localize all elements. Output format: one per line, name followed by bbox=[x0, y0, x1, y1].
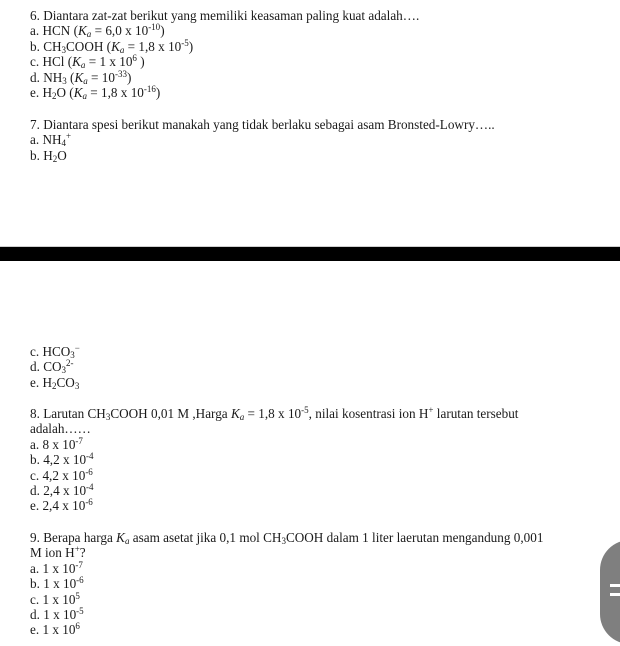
question-8-option-d[interactable]: d. 2,4 x $10^{-4}$ bbox=[30, 481, 94, 498]
question-9-stem-line2: M ion H+? bbox=[30, 544, 86, 561]
question-7-continued bbox=[30, 344, 590, 390]
question-6-option-d[interactable]: d. $NH_3$ $(K_a = 10^{-33})$ bbox=[30, 68, 132, 86]
question-6 bbox=[30, 8, 590, 100]
question-9 bbox=[30, 530, 590, 638]
question-7-option-b[interactable]: b. $H_2O$ bbox=[30, 147, 67, 164]
question-9-option-a[interactable]: a. 1 x $10^{-7}$ bbox=[30, 559, 83, 576]
question-7-option-d[interactable]: d. $CO_3^{2-}$ bbox=[30, 358, 74, 376]
question-8-option-c[interactable]: c. 4,2 x $10^{-6}$ bbox=[30, 466, 93, 483]
question-6-option-e[interactable]: e. $H_2O$ ($K_a = 1,8$ x $10^{-16}$) bbox=[30, 83, 161, 101]
menu-icon-bar-top bbox=[610, 584, 620, 587]
question-9-stem: 9. Berapa harga $K_a$ asam asetat jika 0,1 mol $CH_3COOH$ dalam 1 liter laerutan mengandung 0,001 bbox=[30, 530, 544, 546]
menu-icon-bar-bottom bbox=[610, 593, 620, 596]
question-6-option-a[interactable]: a. HCN ($K_a = 6,0$ x $10^{-10}$) bbox=[30, 22, 165, 40]
question-8-option-e[interactable]: e. 2,4 x $10^{-6}$ bbox=[30, 497, 93, 514]
question-8 bbox=[30, 406, 590, 514]
question-9-option-e[interactable]: e. 1 x $10^6$ bbox=[30, 621, 80, 638]
question-6-stem: 6. Diantara zat-zat berikut yang memiliki keasaman paling kuat adalah…. bbox=[30, 8, 420, 23]
question-7-option-e[interactable]: e. $H_2CO_3$ bbox=[30, 374, 80, 391]
question-9-option-d[interactable]: d. 1 x $10^{-5}$ bbox=[30, 605, 84, 622]
question-8-stem-line2: adalah…… bbox=[30, 421, 91, 437]
side-menu-tab[interactable] bbox=[600, 540, 620, 644]
question-8-option-a[interactable]: a. 8 x $10^{-7}$ bbox=[30, 435, 83, 452]
question-8-option-b[interactable]: b. 4,2 x $10^{-4}$ bbox=[30, 451, 94, 468]
page-top bbox=[0, 0, 620, 246]
question-7-option-c[interactable]: c. $HCO_3^-$ bbox=[30, 343, 80, 360]
question-8-stem: 8. Larutan $CH_3COOH$ 0,01 M ,Harga $K_a = 1,8$ x $10^{-5}$, nilai kosentrasi ion H+ larutan tersebut bbox=[30, 405, 519, 422]
page-divider bbox=[0, 246, 620, 261]
question-7 bbox=[30, 117, 590, 163]
question-6-option-b[interactable]: b. $CH_3COOH$ ($K_a = 1,8$ x $10^{-5}$) bbox=[30, 37, 194, 55]
question-7-option-a[interactable]: a. $NH_4^+$ bbox=[30, 131, 72, 149]
question-9-option-c[interactable]: c. 1 x $10^5$ bbox=[30, 590, 80, 607]
question-7-stem: 7. Diantara spesi berikut manakah yang tidak berlaku sebagai asam Bronsted-Lowry….. bbox=[30, 117, 495, 132]
question-9-option-b[interactable]: b. 1 x $10^{-6}$ bbox=[30, 575, 84, 592]
question-6-option-c[interactable]: c. HCl ($K_a = 1$ x $10^6$ ) bbox=[30, 53, 145, 71]
